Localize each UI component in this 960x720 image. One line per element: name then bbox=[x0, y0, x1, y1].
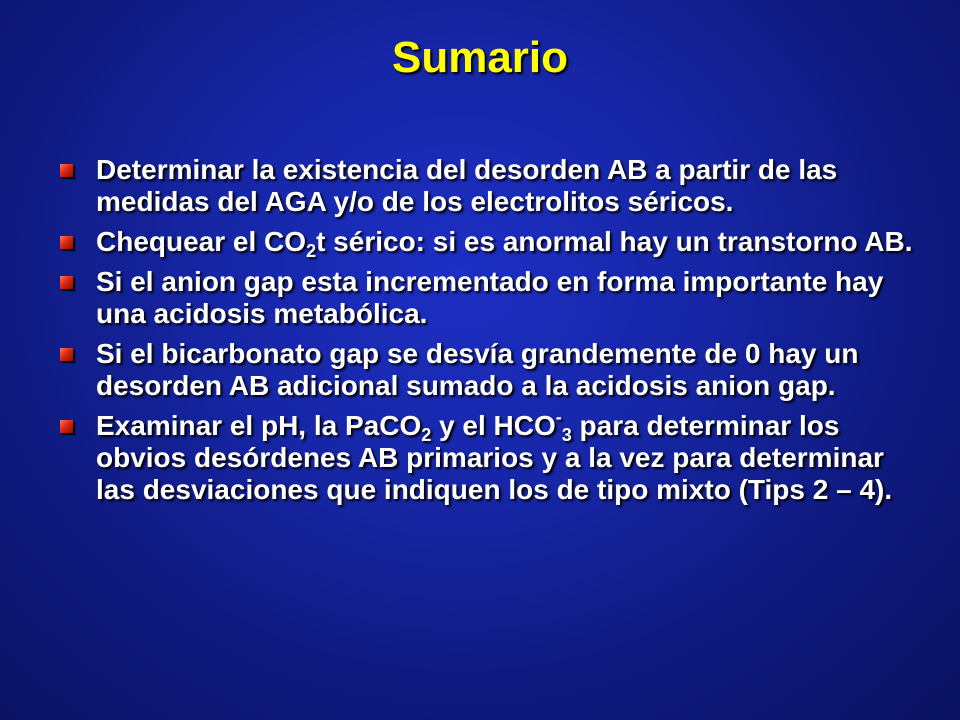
bullet-text: Si el anion gap esta incrementado en forma importante hay una acidosis metabólica. bbox=[96, 266, 884, 329]
bullet-text-part: Chequear el CO bbox=[96, 226, 307, 257]
bullet-text bbox=[96, 226, 913, 261]
bullet-text-part: para determinar los obvios desórdenes AB primarios y a la vez para determinar las desviaciones que indiquen los de tipo mixto (Tips 2 – 4). bbox=[96, 410, 893, 505]
bullet-item bbox=[60, 407, 920, 506]
subscript: 2 bbox=[421, 425, 432, 445]
red-square-bullet-icon bbox=[60, 420, 73, 433]
bullet-text: Determinar la existencia del desorden AB a partir de las medidas del AGA y/o de los electrolitos séricos. bbox=[96, 154, 838, 217]
slide-title: Sumario bbox=[391, 33, 569, 82]
bullet-text bbox=[96, 407, 893, 505]
bullet-text-part: Examinar el pH, la PaCO bbox=[96, 410, 422, 441]
red-square-bullet-icon bbox=[60, 348, 73, 361]
bullet-list bbox=[60, 154, 920, 514]
bullet-item bbox=[60, 226, 920, 261]
red-square-bullet-icon bbox=[60, 276, 73, 289]
red-square-bullet-icon bbox=[60, 164, 73, 177]
subscript: 3 bbox=[561, 425, 572, 445]
superscript: - bbox=[555, 407, 562, 427]
bullet-text-part: t sérico: si es anormal hay un transtorno AB. bbox=[316, 226, 913, 257]
subscript: 2 bbox=[306, 241, 317, 261]
bullet-text-part: y el HCO bbox=[431, 410, 556, 441]
bullet-item bbox=[60, 338, 920, 402]
bullet-text: Si el bicarbonato gap se desvía grandemente de 0 hay un desorden AB adicional sumado a la acidosis anion gap. bbox=[96, 338, 859, 401]
red-square-bullet-icon bbox=[60, 236, 73, 249]
bullet-item bbox=[60, 266, 920, 330]
bullet-item bbox=[60, 154, 920, 218]
